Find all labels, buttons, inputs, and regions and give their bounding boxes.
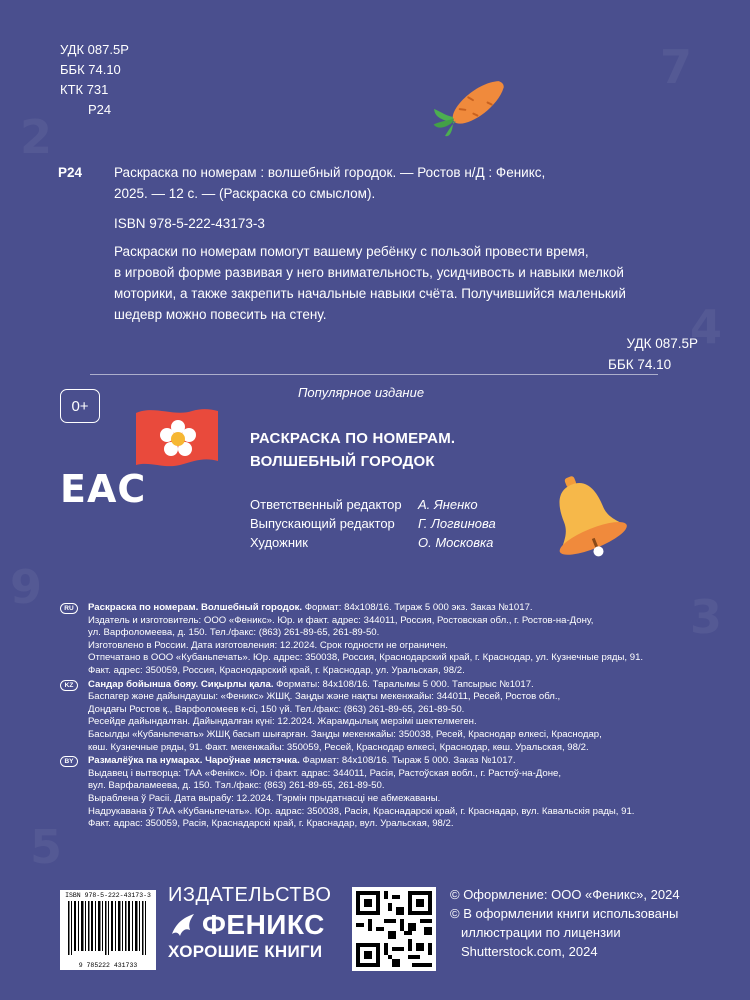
flag-icon: [134, 405, 220, 471]
copyright-line: © В оформлении книги использованы: [450, 906, 679, 921]
copyright-line: © Оформление: ООО «Феникс», 2024: [450, 887, 680, 902]
annotation: [114, 241, 698, 325]
imprint-line: Изготовлено в России. Дата изготовления: 12.2024. Срок годности не ограничен.: [88, 639, 448, 651]
copyright-line: Shutterstock.com, 2024: [461, 944, 598, 959]
lang-badge: BY: [60, 756, 78, 767]
isbn-barcode: [60, 890, 156, 970]
credit-role: Ответственный редактор: [250, 497, 402, 512]
imprint-line: Отпечатано в ООО «Кубаньпечать». Юр. адрес: 350038, Россия, Краснодарский край, г. Краснодар, ул. Кузнечные ряды, 91.: [88, 652, 644, 664]
age-rating-badge: 0+: [60, 389, 100, 423]
bib-line: Раскраска по номерам : волшебный городок. — Ростов н/Д : Феникс,: [114, 165, 546, 180]
publisher-label: ИЗДАТЕЛЬСТВО: [168, 884, 332, 906]
imprint-line: Выраблена ў Расіі. Дата вырабу: 12.2024. Тэрмін прыдатнасці не абмежаваны.: [88, 792, 441, 804]
imprint-line: Раскраска по номерам. Волшебный городок. Формат: 84х108/16. Тираж 5 000 экз. Заказ №1017.: [88, 602, 533, 613]
isbn-text: ISBN 978-5-222-43173-3: [114, 216, 265, 231]
copyright-line: иллюстрации по лицензии: [461, 925, 621, 940]
book-title-line: РАСКРАСКА ПО НОМЕРАМ.: [250, 430, 456, 447]
imprint-by: [60, 755, 680, 831]
publisher-brand: [168, 909, 331, 941]
carrot-icon: [430, 60, 522, 142]
publisher-name: ФЕНИКС: [202, 909, 325, 940]
publisher-logo: [168, 884, 331, 962]
background-digit: 4: [690, 300, 723, 354]
author-sign: Р24: [88, 102, 112, 117]
credit-name: О. Московка: [418, 535, 494, 550]
imprint-block: [60, 602, 680, 832]
imprint-line: ул. Варфоломеева, д. 150. Тел./факс: (863) 261-89-65, 261-89-50.: [88, 627, 380, 639]
credit-role: Художник: [250, 535, 308, 550]
imprint-line: Баспагер және дайындаушы: «Феникс» ЖШҚ. Заңды және нақты мекенжайы: 344011, Ресей, Ростов обл.,: [88, 691, 561, 703]
book-title-line: ВОЛШЕБНЫЙ ГОРОДОК: [250, 453, 435, 470]
credit-row: [250, 514, 496, 533]
barcode-isbn: ISBN 978-5-222-43173-3: [65, 892, 151, 899]
annotation-line: в игровой форме развивая у него внимательность, усидчивость и навыки мелкой: [114, 265, 624, 280]
credit-row: [250, 533, 496, 552]
annotation-line: Раскраски по номерам помогут вашему ребёнку с пользой провести время,: [114, 244, 589, 259]
bbk-code: ББК 74.10: [608, 357, 672, 372]
credit-role: Выпускающий редактор: [250, 516, 395, 531]
lang-badge: RU: [60, 603, 78, 614]
lang-badge: KZ: [60, 680, 78, 691]
barcode-digits: 9 785222 431733: [78, 962, 138, 969]
background-digit: 9: [10, 560, 43, 614]
bib-code: Р24: [58, 165, 83, 180]
imprint-line: Басылды «Кубаньпечать» ЖШҚ басып шығарған. Заңды мекенжайы: 350038, Ресей, Краснодар өлкесі, Краснодар,: [88, 728, 602, 740]
copyright-block: [450, 885, 680, 961]
imprint-line: Факт. адрес: 350059, Россия, Краснодарский край, г. Краснодар, ул. Уральская, 98/2.: [88, 664, 465, 676]
credit-name: А. Яненко: [418, 497, 478, 512]
ktk-code: КТК 731: [60, 82, 109, 97]
bibliographic-record: [58, 162, 698, 375]
imprint-line: вул. Варфаламеева, д. 150. Тэл./факс: (863) 261-89-65, 261-89-50.: [88, 780, 385, 792]
bell-icon: [540, 468, 630, 568]
divider: [90, 374, 658, 375]
imprint-line: Сандар бойынша бояу. Сиқырлы қала. Форматы: 84х108/16. Таралымы 5 000. Тапсырыс №1017.: [88, 678, 534, 690]
background-digit: 5: [30, 820, 63, 874]
imprint-line: Ресейде дайындалған. Дайындалған күні: 12.2024. Жарамдылық мерзімі шектелмеген.: [88, 716, 477, 728]
background-digit: 3: [690, 590, 723, 644]
imprint-line: Факт. адрас: 350059, Расія, Краснадарскі край, г. Краснадар, вул. Уральская, 98/2.: [88, 818, 454, 830]
publisher-slogan: ХОРОШИЕ КНИГИ: [168, 942, 323, 961]
background-digit: 7: [660, 40, 693, 94]
annotation-line: моторики, а также закрепить начальные навыки счёта. Получившийся маленький: [114, 286, 626, 301]
imprint-ru: [60, 602, 680, 678]
bbk-code: ББК 74.10: [60, 62, 121, 77]
qr-code-icon: [352, 887, 436, 971]
book-title: [250, 427, 455, 473]
imprint-line: Надрукавана ў ТАА «Кубаньпечать». Юр. адрас: 350038, Расія, Краснадарскі край, г. Краснадар, вул. Кавальскія рады, 91.: [88, 805, 635, 817]
credit-name: Г. Логвинова: [418, 516, 496, 531]
annotation-line: шедевр можно повесить на стену.: [114, 307, 327, 322]
bib-line: 2025. — 12 с. — (Раскраска со смыслом).: [114, 186, 376, 201]
imprint-line: көш. Кузнечные ряды, 91. Факт. мекенжайы: 350059, Ресей, Краснодар өлкесі, Краснодар, көш. Уральская, 98/2.: [88, 741, 589, 753]
edition-type: Популярное издание: [298, 385, 425, 400]
eac-mark: EAC: [60, 467, 147, 511]
imprint-line: Размалёўка па нумарах. Чароўнае мястэчка. Фармат: 84х108/16. Тыраж 5 000. Заказ №1017.: [88, 755, 516, 767]
background-digit: 2: [20, 110, 53, 164]
udc-block: [58, 333, 698, 372]
udc-code: УДК 087.5Р: [60, 42, 129, 57]
classification-codes: [60, 40, 129, 120]
imprint-line: Доңдағы Ростов қ., Варфоломеев к-сі, 150 үй. Тел./факс: (863) 261-89-65, 261-89-50.: [88, 703, 465, 715]
udc-code: УДК 087.5Р: [626, 336, 698, 351]
imprint-line: Выдавец і вытворца: ТАА «Фенікс». Юр. і факт. адрас: 344011, Расія, Растоўская вобл., г. Растоў-на-Доне,: [88, 767, 562, 779]
barcode-bars-icon: [60, 899, 156, 957]
imprint-kz: [60, 679, 680, 755]
phoenix-icon: [168, 910, 198, 940]
credits: [250, 495, 496, 552]
imprint-line: Издатель и изготовитель: ООО «Феникс». Юр. и факт. адрес: 344011, Россия, Ростовская обл., г. Ростов-на-Дону,: [88, 614, 594, 626]
credit-row: [250, 495, 496, 514]
